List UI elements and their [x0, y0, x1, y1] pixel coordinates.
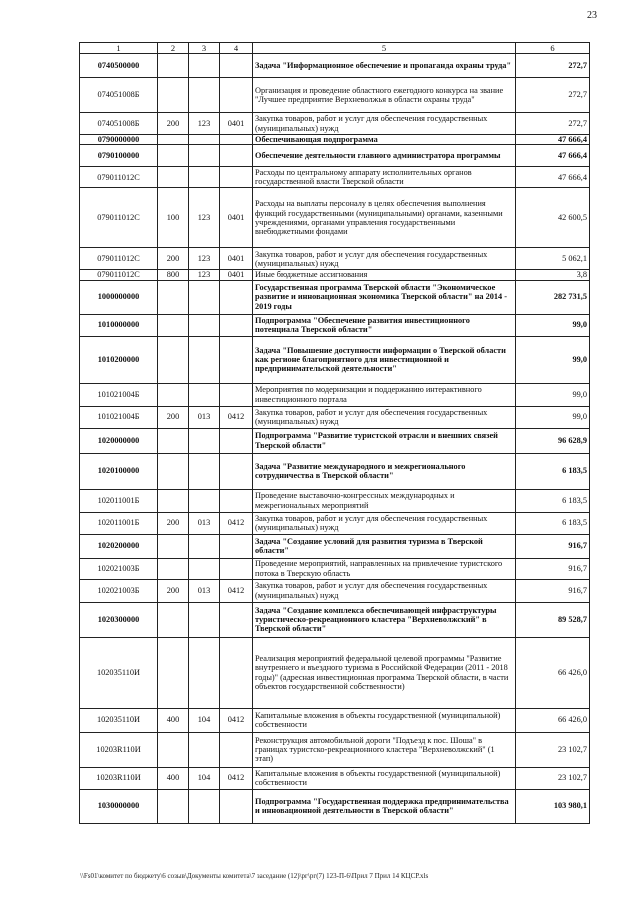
amount-cell: 99,0: [516, 383, 590, 406]
amount-cell: 42 600,5: [516, 188, 590, 248]
code-cell: 074051008Б: [80, 113, 158, 135]
table-row: [80, 270, 590, 280]
name-cell: Задача "Повышение доступности информации о Тверской области как регионе благоприятного для инвестиционной и предпринимательской деятельности": [253, 336, 516, 383]
table-row: [80, 167, 590, 188]
section-cell: [158, 78, 189, 113]
page-number: 23: [587, 10, 597, 21]
subsection-cell: [189, 428, 220, 453]
name-cell: Расходы по центральному аппарату исполнительных органов государственной власти Тверской области: [253, 167, 516, 188]
table-row: [80, 383, 590, 406]
subsection-cell: [189, 534, 220, 558]
code-cell: 079011012С: [80, 188, 158, 248]
amount-cell: 89 528,7: [516, 602, 590, 637]
subsection-cell: [189, 314, 220, 336]
code-cell: 102011001Б: [80, 512, 158, 534]
name-cell: Задача "Создание комплекса обеспечивающей инфраструктуры туристическо-рекреационного кластера "Верхневолжский" в Тверской области": [253, 602, 516, 637]
expense-kind-cell: 0401: [220, 188, 253, 248]
table-row: [80, 78, 590, 113]
name-cell: Задача "Информационное обеспечение и пропаганда охраны труда": [253, 54, 516, 78]
name-cell: Организация и проведение областного ежегодного конкурса на звание "Лучшее предприятие Верхневолжья в области охраны труда": [253, 78, 516, 113]
subsection-cell: 123: [189, 113, 220, 135]
amount-cell: 6 183,5: [516, 512, 590, 534]
code-cell: 102021003Б: [80, 579, 158, 602]
expense-kind-cell: [220, 135, 253, 145]
subsection-cell: [189, 637, 220, 708]
name-cell: Капитальные вложения в объекты государственной (муниципальной) собственности: [253, 708, 516, 732]
expense-kind-cell: [220, 145, 253, 167]
section-cell: 200: [158, 579, 189, 602]
table-row: [80, 789, 590, 823]
expense-kind-cell: [220, 383, 253, 406]
code-cell: 1020000000: [80, 428, 158, 453]
expense-kind-cell: 0412: [220, 579, 253, 602]
expense-kind-cell: 0401: [220, 248, 253, 270]
code-cell: 1000000000: [80, 280, 158, 314]
table-row: [80, 280, 590, 314]
name-cell: Государственная программа Тверской области "Экономическое развитие и инновационная экономика Тверской области" на 2014 - 2019 годы: [253, 280, 516, 314]
section-cell: [158, 336, 189, 383]
code-cell: 074051008Б: [80, 78, 158, 113]
subsection-cell: [189, 135, 220, 145]
expense-kind-cell: [220, 428, 253, 453]
amount-cell: 23 102,7: [516, 732, 590, 767]
name-cell: Капитальные вложения в объекты государственной (муниципальной) собственности: [253, 767, 516, 789]
amount-cell: 23 102,7: [516, 767, 590, 789]
subsection-cell: 013: [189, 579, 220, 602]
amount-cell: 272,7: [516, 113, 590, 135]
amount-cell: 916,7: [516, 558, 590, 579]
table-row: [80, 534, 590, 558]
name-cell: Обеспечивающая подпрограмма: [253, 135, 516, 145]
expense-kind-cell: [220, 167, 253, 188]
name-cell: Обеспечение деятельности главного администратора программы: [253, 145, 516, 167]
amount-cell: 66 426,0: [516, 637, 590, 708]
budget-table: [79, 42, 590, 824]
amount-cell: 66 426,0: [516, 708, 590, 732]
amount-cell: 3,8: [516, 270, 590, 280]
column-number: 6: [516, 43, 590, 54]
expense-kind-cell: [220, 732, 253, 767]
name-cell: Подпрограмма "Обеспечение развития инвестиционного потенциала Тверской области": [253, 314, 516, 336]
amount-cell: 47 666,4: [516, 167, 590, 188]
code-cell: 1030000000: [80, 789, 158, 823]
expense-kind-cell: 0412: [220, 767, 253, 789]
expense-kind-cell: [220, 453, 253, 489]
subsection-cell: 123: [189, 248, 220, 270]
amount-cell: 272,7: [516, 54, 590, 78]
name-cell: Подпрограмма "Развитие туристской отрасли и внешних связей Тверской области": [253, 428, 516, 453]
table-row: [80, 558, 590, 579]
column-number: 1: [80, 43, 158, 54]
amount-cell: 47 666,4: [516, 145, 590, 167]
table-row: [80, 767, 590, 789]
name-cell: Проведение выставочно-конгрессных международных и межрегиональных мероприятий: [253, 489, 516, 512]
amount-cell: 6 183,5: [516, 453, 590, 489]
table-row: [80, 145, 590, 167]
name-cell: Задача "Создание условий для развития туризма в Тверской области": [253, 534, 516, 558]
subsection-cell: [189, 336, 220, 383]
column-number: 4: [220, 43, 253, 54]
code-cell: 1010200000: [80, 336, 158, 383]
subsection-cell: 123: [189, 270, 220, 280]
expense-kind-cell: [220, 534, 253, 558]
table-row: [80, 637, 590, 708]
table-row: [80, 602, 590, 637]
code-cell: 079011012С: [80, 270, 158, 280]
table-row: [80, 512, 590, 534]
section-cell: 200: [158, 406, 189, 428]
code-cell: 1010000000: [80, 314, 158, 336]
amount-cell: 99,0: [516, 406, 590, 428]
table-row: [80, 708, 590, 732]
subsection-cell: 013: [189, 512, 220, 534]
name-cell: Закупка товаров, работ и услуг для обеспечения государственных (муниципальных) нужд: [253, 579, 516, 602]
name-cell: Реализация мероприятий федеральной целевой программы "Развитие внутреннего и въездного туризма в Российской Федерации (2011 - 2018 годы)" (адресная инвестиционная программа Тверской области, в части объектов государственной собственности): [253, 637, 516, 708]
name-cell: Расходы на выплаты персоналу в целях обеспечения выполнения функций государственными (муниципальными) органами, казенными учреждениями, органами управления государственными внебюджетными фондами: [253, 188, 516, 248]
subsection-cell: 104: [189, 708, 220, 732]
subsection-cell: [189, 558, 220, 579]
section-cell: [158, 167, 189, 188]
expense-kind-cell: [220, 280, 253, 314]
table-row: [80, 428, 590, 453]
section-cell: [158, 732, 189, 767]
expense-kind-cell: [220, 558, 253, 579]
table-row: [80, 406, 590, 428]
amount-cell: 282 731,5: [516, 280, 590, 314]
amount-cell: 99,0: [516, 336, 590, 383]
name-cell: Закупка товаров, работ и услуг для обеспечения государственных (муниципальных) нужд: [253, 113, 516, 135]
section-cell: [158, 314, 189, 336]
subsection-cell: [189, 78, 220, 113]
code-cell: 10203R110И: [80, 767, 158, 789]
section-cell: [158, 135, 189, 145]
subsection-cell: [189, 280, 220, 314]
expense-kind-cell: 0401: [220, 270, 253, 280]
subsection-cell: 013: [189, 406, 220, 428]
section-cell: [158, 54, 189, 78]
code-cell: 101021004Б: [80, 406, 158, 428]
code-cell: 0740500000: [80, 54, 158, 78]
section-cell: 400: [158, 767, 189, 789]
expense-kind-cell: 0412: [220, 708, 253, 732]
subsection-cell: [189, 489, 220, 512]
code-cell: 102035110И: [80, 708, 158, 732]
code-cell: 10203R110И: [80, 732, 158, 767]
amount-cell: 96 628,9: [516, 428, 590, 453]
code-cell: 0790100000: [80, 145, 158, 167]
name-cell: Мероприятия по модернизации и поддержанию интерактивного инвестиционного портала: [253, 383, 516, 406]
section-cell: [158, 489, 189, 512]
subsection-cell: [189, 167, 220, 188]
section-cell: [158, 637, 189, 708]
code-cell: 1020100000: [80, 453, 158, 489]
section-cell: [158, 602, 189, 637]
code-cell: 0790000000: [80, 135, 158, 145]
section-cell: 200: [158, 113, 189, 135]
column-number: 2: [158, 43, 189, 54]
expense-kind-cell: [220, 602, 253, 637]
code-cell: 079011012С: [80, 248, 158, 270]
section-cell: [158, 534, 189, 558]
code-cell: 1020300000: [80, 602, 158, 637]
table-row: [80, 135, 590, 145]
section-cell: 400: [158, 708, 189, 732]
table-row: [80, 54, 590, 78]
subsection-cell: [189, 789, 220, 823]
expense-kind-cell: [220, 489, 253, 512]
table-row: [80, 579, 590, 602]
column-number-row: [80, 43, 590, 54]
subsection-cell: [189, 453, 220, 489]
name-cell: Задача "Развитие международного и межрегионального сотрудничества в Тверской области": [253, 453, 516, 489]
name-cell: Подпрограмма "Государственная поддержка предпринимательства и инновационной деятельности в Тверской области": [253, 789, 516, 823]
column-number: 5: [253, 43, 516, 54]
amount-cell: 6 183,5: [516, 489, 590, 512]
name-cell: Закупка товаров, работ и услуг для обеспечения государственных (муниципальных) нужд: [253, 512, 516, 534]
section-cell: 200: [158, 248, 189, 270]
subsection-cell: 104: [189, 767, 220, 789]
amount-cell: 916,7: [516, 579, 590, 602]
expense-kind-cell: [220, 637, 253, 708]
expense-kind-cell: [220, 336, 253, 383]
name-cell: Закупка товаров, работ и услуг для обеспечения государственных (муниципальных) нужд: [253, 406, 516, 428]
table-row: [80, 732, 590, 767]
expense-kind-cell: [220, 314, 253, 336]
section-cell: [158, 145, 189, 167]
table-row: [80, 248, 590, 270]
section-cell: [158, 428, 189, 453]
amount-cell: 103 980,1: [516, 789, 590, 823]
subsection-cell: [189, 54, 220, 78]
section-cell: [158, 383, 189, 406]
subsection-cell: 123: [189, 188, 220, 248]
name-cell: Закупка товаров, работ и услуг для обеспечения государственных (муниципальных) нужд: [253, 248, 516, 270]
expense-kind-cell: 0412: [220, 406, 253, 428]
code-cell: 079011012С: [80, 167, 158, 188]
expense-kind-cell: 0401: [220, 113, 253, 135]
section-cell: 100: [158, 188, 189, 248]
table-row: [80, 113, 590, 135]
table-row: [80, 453, 590, 489]
amount-cell: 47 666,4: [516, 135, 590, 145]
expense-kind-cell: [220, 78, 253, 113]
expense-kind-cell: [220, 789, 253, 823]
expense-kind-cell: [220, 54, 253, 78]
section-cell: [158, 789, 189, 823]
amount-cell: 916,7: [516, 534, 590, 558]
amount-cell: 5 062,1: [516, 248, 590, 270]
name-cell: Иные бюджетные ассигнования: [253, 270, 516, 280]
section-cell: 200: [158, 512, 189, 534]
code-cell: 101021004Б: [80, 383, 158, 406]
table-row: [80, 489, 590, 512]
table-row: [80, 314, 590, 336]
subsection-cell: [189, 383, 220, 406]
section-cell: [158, 453, 189, 489]
code-cell: 102021003Б: [80, 558, 158, 579]
section-cell: [158, 558, 189, 579]
amount-cell: 99,0: [516, 314, 590, 336]
code-cell: 1020200000: [80, 534, 158, 558]
name-cell: Проведение мероприятий, направленных на привлечение туристского потока в Тверскую область: [253, 558, 516, 579]
expense-kind-cell: 0412: [220, 512, 253, 534]
code-cell: 102011001Б: [80, 489, 158, 512]
section-cell: [158, 280, 189, 314]
code-cell: 102035110И: [80, 637, 158, 708]
column-number: 3: [189, 43, 220, 54]
section-cell: 800: [158, 270, 189, 280]
subsection-cell: [189, 145, 220, 167]
amount-cell: 272,7: [516, 78, 590, 113]
subsection-cell: [189, 732, 220, 767]
subsection-cell: [189, 602, 220, 637]
table-row: [80, 336, 590, 383]
table-row: [80, 188, 590, 248]
file-path-footer: \\Fs01\комитет по бюджету\6 созыв\Документы комитета\7 заседание (12)\рг\рг(7) 123-П-6\Прил 7 Прил 14 КЦСР.xls: [80, 872, 429, 880]
name-cell: Реконструкция автомобильной дороги "Подъезд к пос. Шоша" в границах туристско-рекреационного кластера "Верхневолжский" (1 этап): [253, 732, 516, 767]
